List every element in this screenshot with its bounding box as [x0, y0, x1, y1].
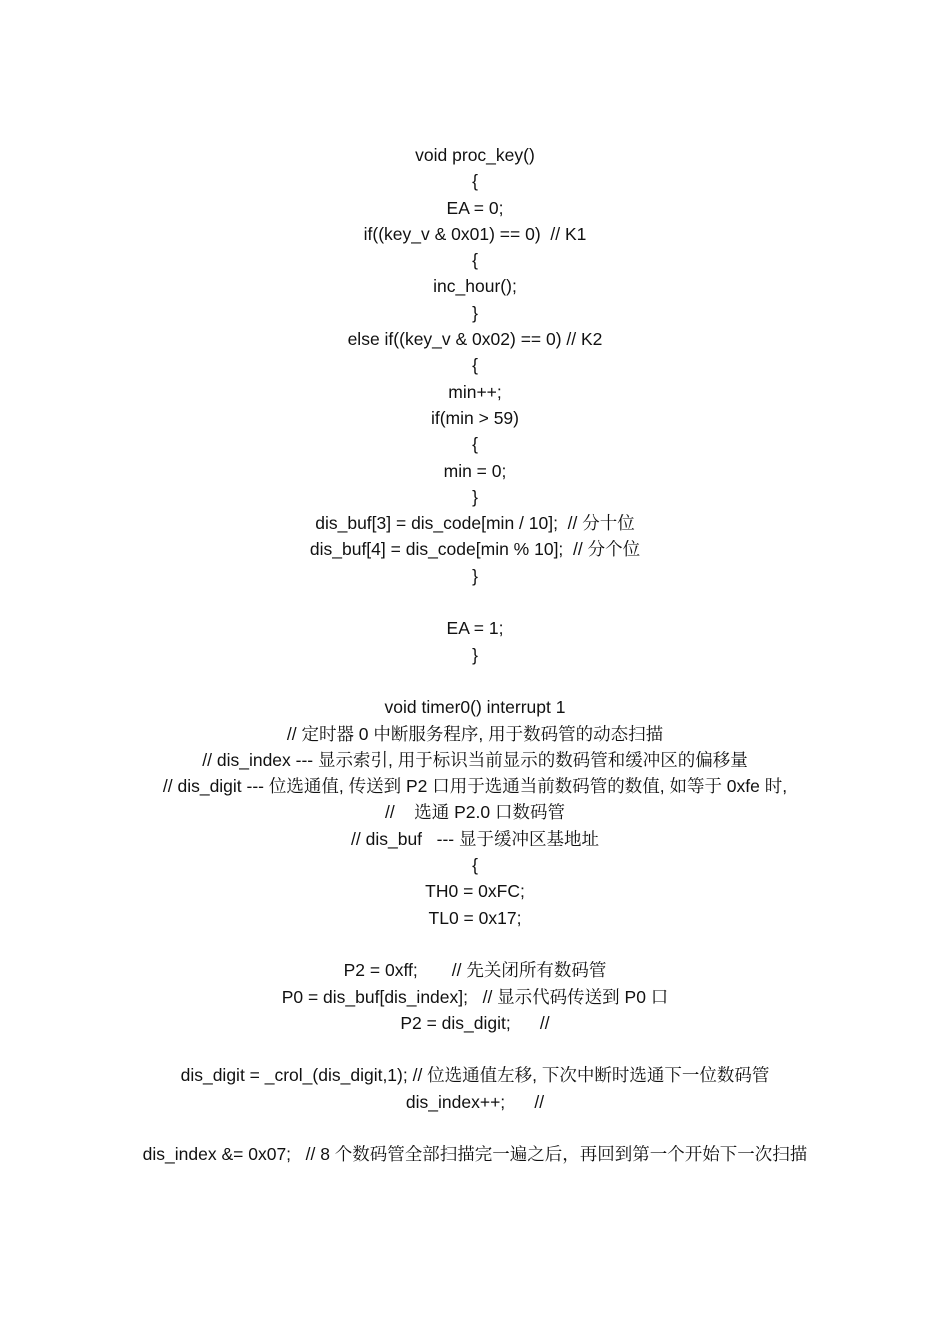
code-line: } [472, 565, 478, 586]
code-line: P0 = dis_buf[dis_index]; // 显示代码传送到 P0 口 [281, 986, 669, 1007]
code-line: inc_hour(); [433, 276, 517, 297]
code-line: dis_digit = _crol_(dis_digit,1); // 位选通值左移, 下次中断时选通下一位数码管 [180, 1065, 770, 1086]
blank-line [140, 1036, 810, 1062]
code-line: void timer0() interrupt 1 [384, 697, 566, 718]
code-line: TH0 = 0xFC; [425, 881, 525, 902]
code-line: // 选通 P2.0 口数码管 [385, 802, 565, 823]
code-line: } [472, 644, 478, 665]
code-line: } [472, 486, 478, 507]
code-line: { [472, 434, 478, 455]
code-line: { [472, 171, 478, 192]
code-line: // dis_index --- 显示索引, 用于标识当前显示的数码管和缓冲区的偏移量 [202, 749, 748, 770]
code-line: dis_buf[4] = dis_code[min % 10]; // 分个位 [309, 539, 641, 560]
code-line: EA = 1; [446, 618, 504, 639]
code-line: { [472, 855, 478, 876]
code-line: P2 = dis_digit; // [400, 1012, 550, 1033]
code-listing [140, 142, 810, 1168]
code-line: if((key_v & 0x01) == 0) // K1 [363, 223, 587, 244]
code-line: } [472, 302, 478, 323]
code-line: if(min > 59) [430, 407, 519, 428]
code-line: min = 0; [443, 460, 507, 481]
code-line: dis_index++; // [405, 1091, 545, 1112]
code-line: { [472, 250, 478, 271]
blank-line [140, 1115, 810, 1141]
code-line: void proc_key() [415, 145, 535, 165]
blank-line [140, 931, 810, 957]
code-line: min++; [448, 381, 502, 402]
code-line: EA = 0; [446, 197, 504, 218]
code-line: // dis_digit --- 位选通值, 传送到 P2 口用于选通当前数码管的数值, 如等于 0xfe 时, [162, 776, 788, 797]
code-line: dis_buf[3] = dis_code[min / 10]; // 分十位 [315, 513, 635, 534]
code-line: else if((key_v & 0x02) == 0) // K2 [347, 329, 603, 350]
blank-line [140, 668, 810, 694]
code-line: P2 = 0xff; // 先关闭所有数码管 [343, 960, 607, 981]
code-line: TL0 = 0x17; [428, 907, 522, 928]
code-line: // dis_buf --- 显于缓冲区基地址 [351, 828, 599, 849]
code-line: { [472, 355, 478, 376]
code-line: dis_index &= 0x07; // 8 个数码管全部扫描完一遍之后，再回到第一个开始下一次扫描 [142, 1144, 808, 1165]
blank-line [140, 589, 810, 615]
code-line: // 定时器 0 中断服务程序, 用于数码管的动态扫描 [286, 723, 664, 744]
